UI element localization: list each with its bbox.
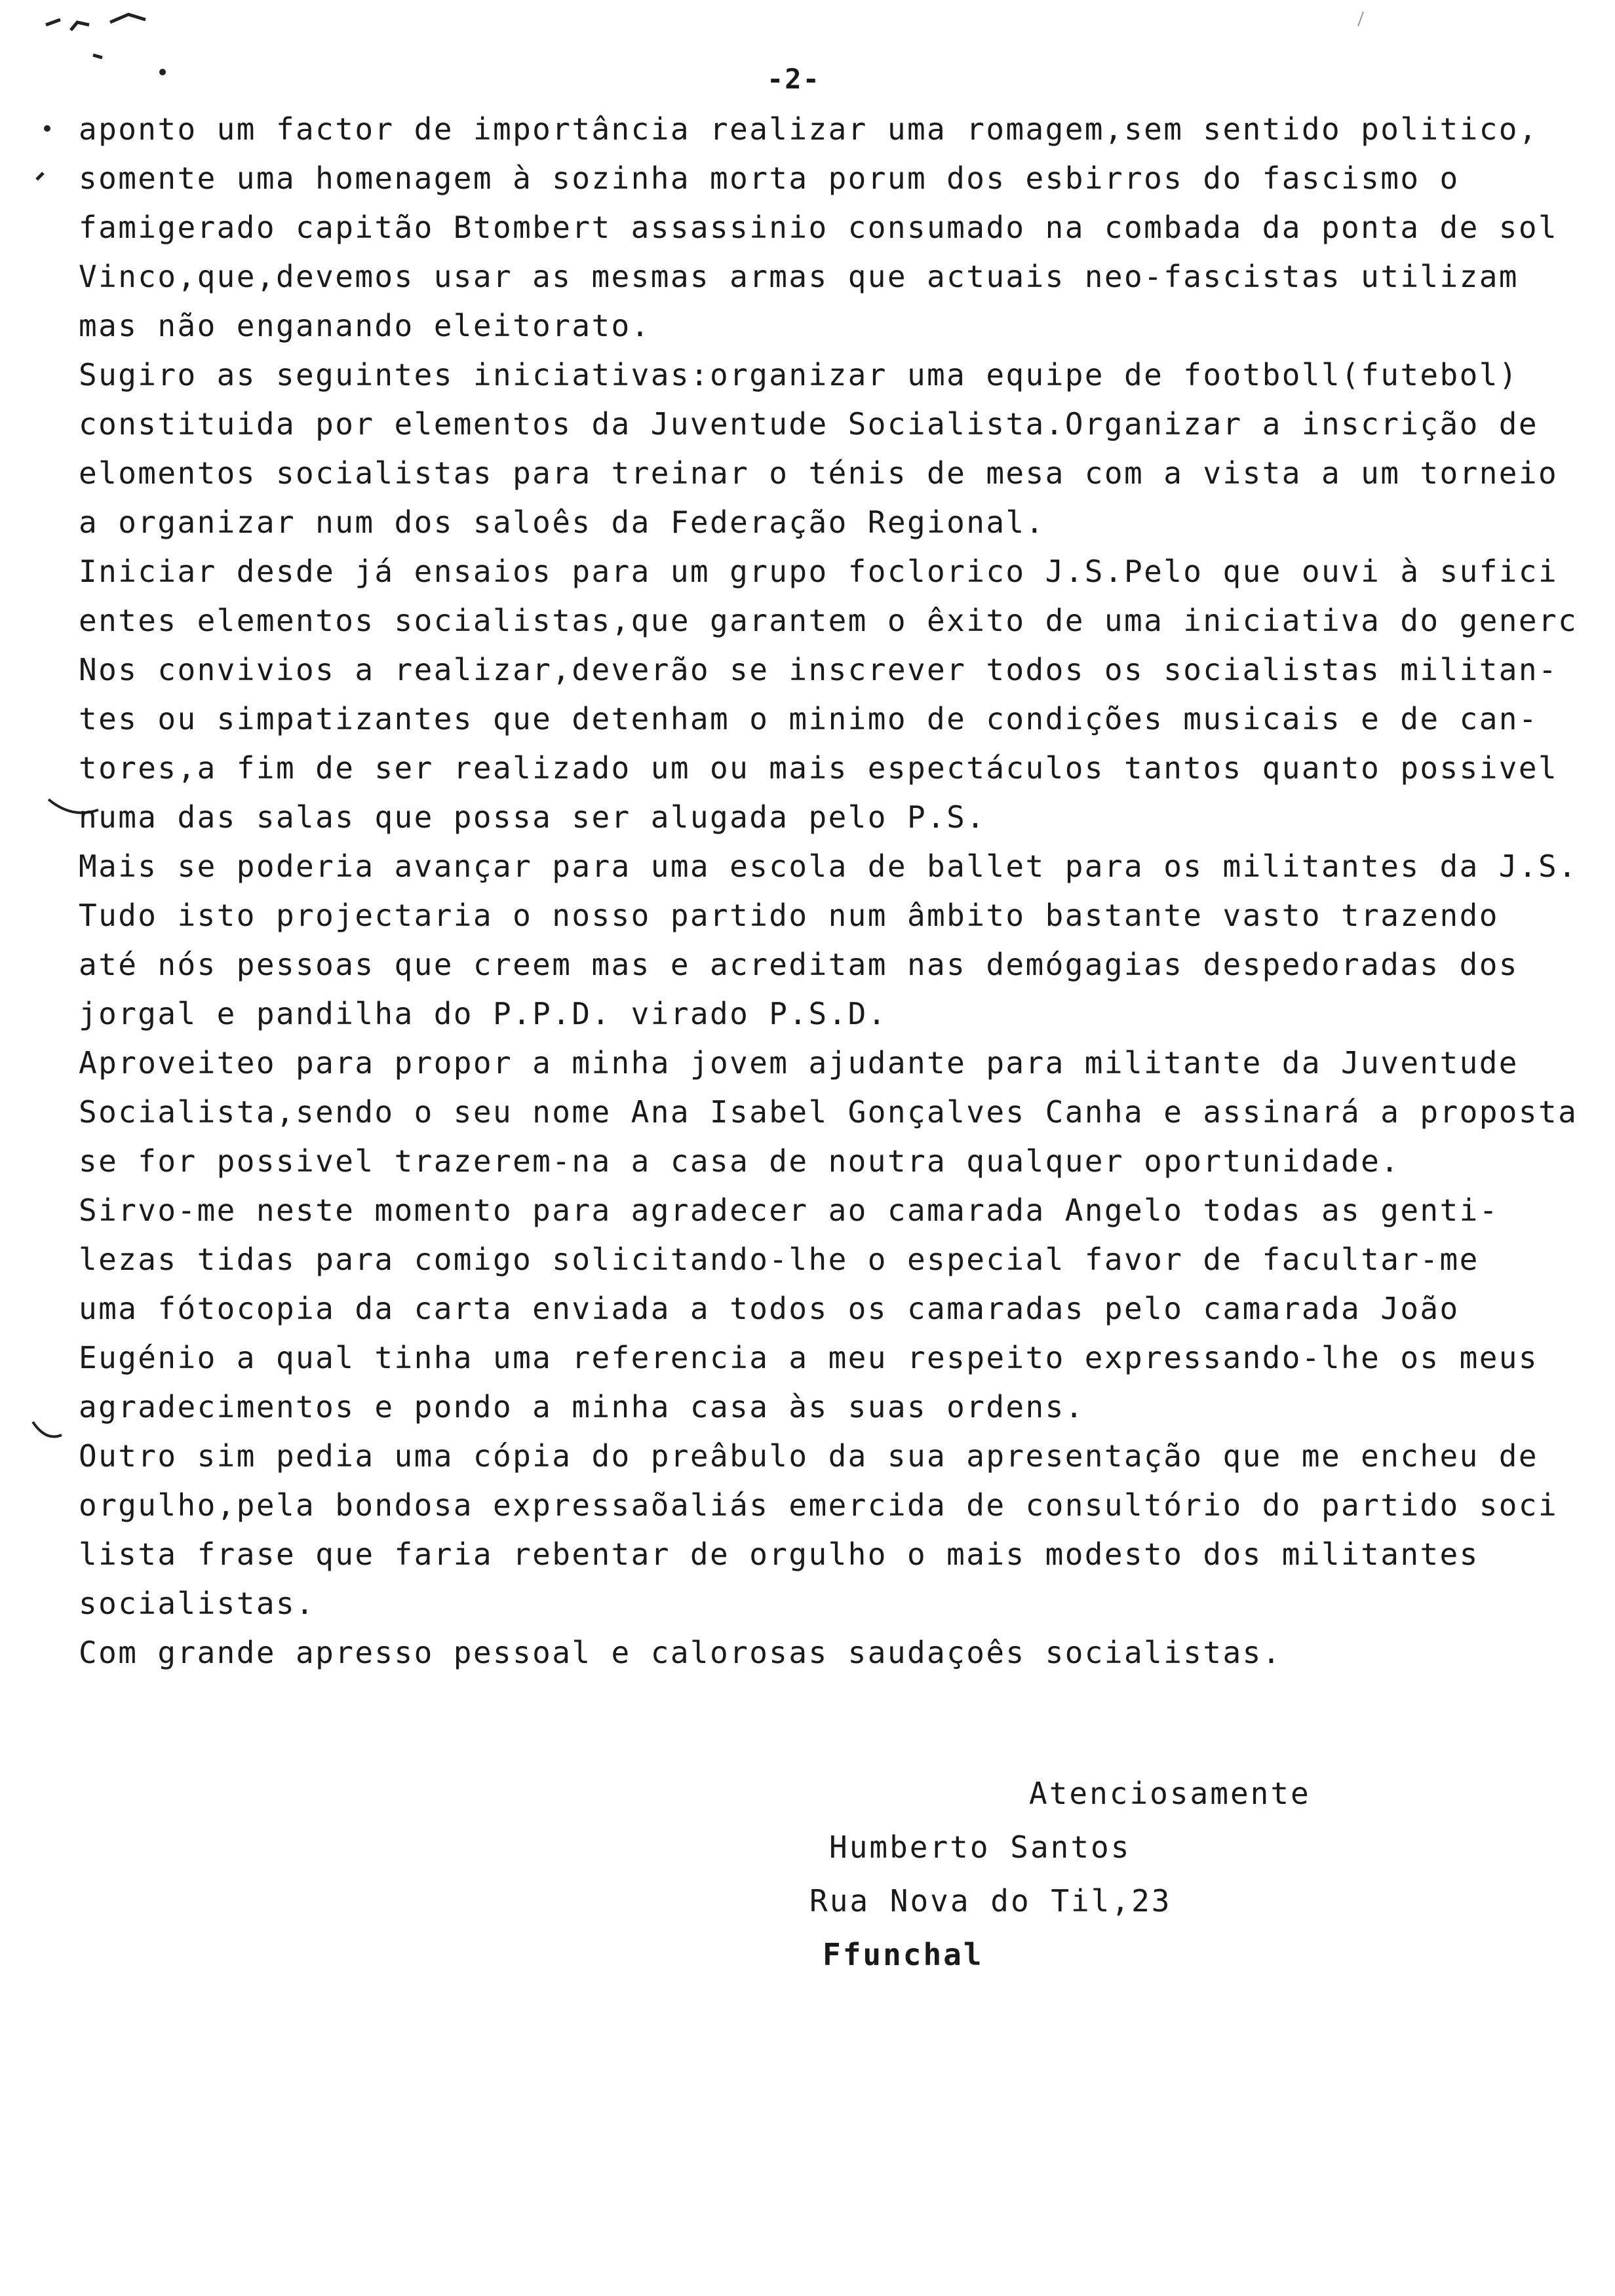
letter-body: [79, 105, 1580, 1677]
body-line: uma fótocopia da carta enviada a todos os camaradas pelo camarada João: [79, 1291, 1460, 1326]
top-left-scribble: [93, 55, 102, 58]
sender-name: Humberto Santos: [829, 1829, 1131, 1865]
top-left-scribble: [110, 14, 146, 22]
body-line: Sirvo-me neste momento para agradecer ao camarada Angelo todas as genti-: [79, 1193, 1499, 1228]
body-line: Socialista,sendo o seu nome Ana Isabel Gonçalves Canha e assinará a proposta: [79, 1094, 1578, 1130]
body-line: Mais se poderia avançar para uma escola de ballet para os militantes da J.S.: [79, 849, 1578, 884]
body-line: somente uma homenagem à sozinha morta porum dos esbirros do fascismo o: [79, 161, 1460, 196]
body-line: agradecimentos e pondo a minha casa às suas ordens.: [79, 1389, 1085, 1425]
body-line: até nós pessoas que creem mas e acreditam nas demógagias despedoradas dos: [79, 947, 1519, 982]
body-line: Sugiro as seguintes iniciativas:organizar uma equipe de footboll(futebol): [79, 357, 1519, 392]
body-line: lezas tidas para comigo solicitando-lhe o especial favor de facultar-me: [79, 1242, 1479, 1277]
body-line: tes ou simpatizantes que detenham o minimo de condições musicais e de can-: [79, 701, 1538, 737]
body-line: Tudo isto projectaria o nosso partido num âmbito bastante vasto trazendo: [79, 898, 1499, 933]
margin-dot: [44, 125, 50, 132]
body-line: Iniciar desde já ensaios para um grupo foclorico J.S.Pelo que ouvi à sufici: [79, 554, 1559, 589]
body-line: lista frase que faria rebentar de orgulho o mais modesto dos militantes: [79, 1537, 1479, 1572]
body-line: Eugénio a qual tinha uma referencia a meu respeito expressando-lhe os meus: [79, 1340, 1538, 1375]
closing-salutation: Atenciosamente: [1029, 1776, 1311, 1811]
body-line: Vinco,que,devemos usar as mesmas armas que actuais neo-fascistas utilizam: [79, 259, 1519, 294]
body-line: jorgal e pandilha do P.P.D. virado P.S.D.: [79, 996, 887, 1031]
body-line: famigerado capitão Btombert assassinio consumado na combada da ponta de sol: [79, 210, 1559, 245]
body-line: constituida por elementos da Juventude Socialista.Organizar a inscrição de: [79, 406, 1538, 442]
margin-curve: [33, 1422, 62, 1437]
top-right-mark: [1358, 12, 1363, 26]
body-line: socialistas.: [79, 1586, 316, 1621]
sender-address: Rua Nova do Til,23: [809, 1883, 1172, 1919]
page-number: -2-: [767, 63, 821, 95]
body-line: Com grande apresso pessoal e calorosas saudaçoês socialistas.: [79, 1635, 1282, 1670]
body-line: tores,a fim de ser realizado um ou mais espectáculos tantos quanto possivel: [79, 750, 1559, 786]
top-left-scribble: [71, 22, 89, 30]
body-line: mas não enganando eleitorato.: [79, 308, 651, 343]
body-line: numa das salas que possa ser alugada pelo P.S.: [79, 799, 986, 835]
body-line: se for possivel trazerem-na a casa de noutra qualquer oportunidade.: [79, 1143, 1401, 1179]
body-line: aponto um factor de importância realizar uma romagem,sem sentido politico,: [79, 111, 1538, 147]
margin-dot: [159, 69, 166, 75]
body-line: Aproveiteo para propor a minha jovem ajudante para militante da Juventude: [79, 1045, 1519, 1081]
margin-tick: [37, 173, 43, 180]
body-line: Outro sim pedia uma cópia do preâbulo da sua apresentação que me encheu de: [79, 1438, 1538, 1474]
body-line: Nos convivios a realizar,deverão se inscrever todos os socialistas militan-: [79, 652, 1559, 687]
body-line: elomentos socialistas para treinar o ténis de mesa com a vista a um torneio: [79, 455, 1559, 491]
body-line: a organizar num dos saloês da Federação Regional.: [79, 505, 1045, 540]
body-line: orgulho,pela bondosa expressaõaliás emercida de consultório do partido soci: [79, 1487, 1559, 1523]
body-line: entes elementos socialistas,que garantem o êxito de uma iniciativa do generc: [79, 603, 1578, 638]
top-left-scribble: [46, 20, 60, 25]
sender-city: Ffunchal: [823, 1937, 984, 1972]
